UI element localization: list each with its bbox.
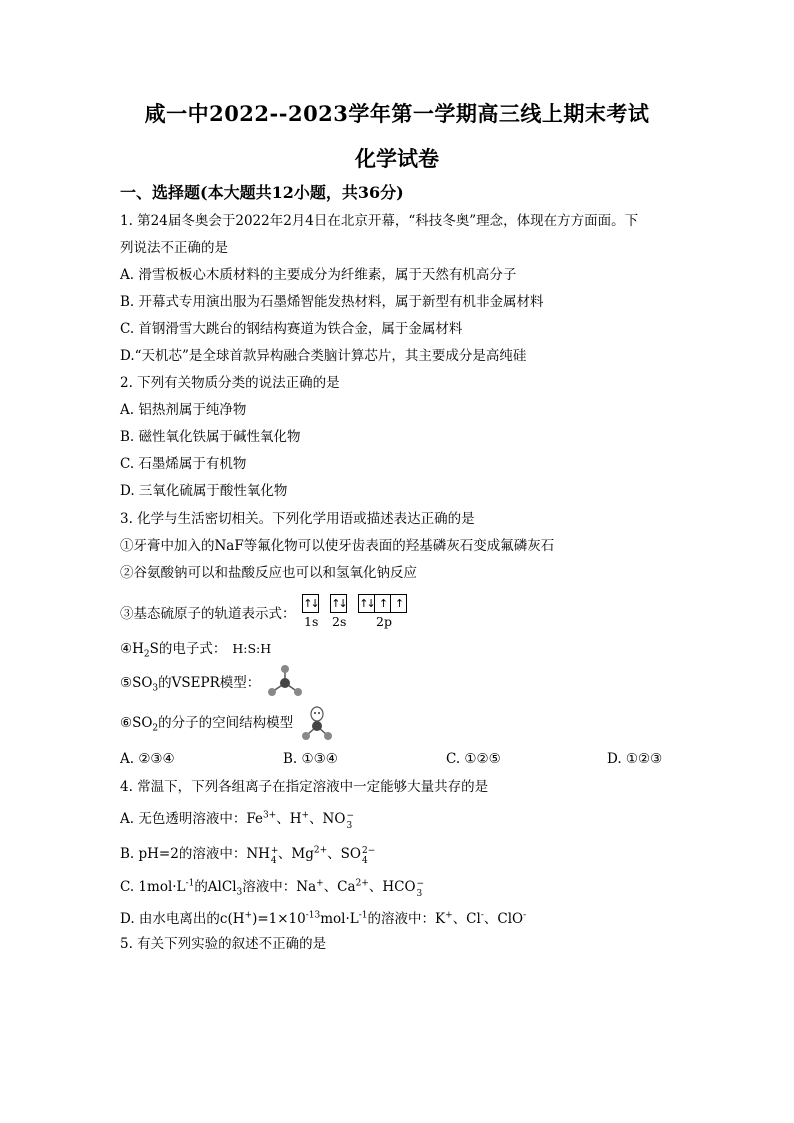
text: 、HCO: [368, 879, 416, 895]
text: mol·L: [320, 911, 359, 927]
text: )=1×10: [252, 911, 306, 927]
orbital-label-1s: 1s: [304, 614, 319, 629]
q2-option-b: B. 磁性氧化铁属于碱性氧化物: [120, 429, 301, 445]
q2-option-a: A. 铝热剂属于纯净物: [120, 402, 247, 418]
q1-option-c: C. 首钢滑雪大跳台的钢结构赛道为铁合金，属于金属材料: [120, 321, 463, 337]
q3-stem: 3. 化学与生活密切相关。下列化学用语或描述表达正确的是: [120, 511, 475, 527]
superscript: 3+: [262, 810, 277, 821]
superscript: -13: [305, 910, 321, 921]
q4-option-b: [120, 845, 376, 866]
q1-stem-line2: 列说法不正确的是: [120, 240, 228, 256]
orbital-box: ↑: [374, 594, 391, 613]
q4-option-d: [120, 910, 526, 928]
subscript: 2: [152, 723, 159, 734]
h2s-electron-formula: H:S:H: [232, 641, 272, 656]
subscript: 3: [152, 683, 159, 694]
orbital-box: ↑↓: [302, 594, 319, 613]
q3-choice-c: C. ①②⑤: [446, 751, 501, 767]
q2-option-c: C. 石墨烯属于有机物: [120, 456, 247, 472]
text: 、Mg: [277, 846, 314, 862]
text: ⑤SO: [120, 675, 153, 691]
text: 的分子的空间结构模型: [158, 715, 294, 731]
q3-statement-3-label: ③基态硫原子的轨道表示式：: [120, 606, 296, 622]
superscript: -1: [358, 910, 368, 921]
text: 、Cl: [452, 911, 481, 927]
text: ④H: [120, 641, 144, 657]
superscript: 2+: [355, 878, 369, 889]
text: D. 由水电离出的c(H: [120, 911, 245, 927]
superscript: +: [316, 878, 324, 889]
orbital-box: ↑: [390, 594, 407, 613]
text: 的VSEPR模型：: [158, 675, 261, 691]
q4-option-a: [120, 810, 354, 831]
text: 的溶液中：K: [367, 911, 446, 927]
q4-stem: 4. 常温下，下列各组离子在指定溶液中一定能够大量共存的是: [120, 779, 489, 795]
text: ⑥SO: [120, 715, 153, 731]
ion-charge-stack: − 3: [346, 810, 354, 831]
q4-option-c: [120, 878, 425, 899]
q1-option-b: B. 开幕式专用演出服为石墨烯智能发热材料，属于新型有机非金属材料: [120, 294, 544, 310]
q3-statement-1: ①牙膏中加入的NaF等氟化物可以使牙齿表面的羟基磷灰石变成氟磷灰石: [120, 538, 555, 554]
orbital-box: ↑↓: [358, 594, 375, 613]
orbital-box: ↑↓: [330, 594, 347, 613]
orbital-2s: [330, 594, 346, 613]
text: 、NO: [309, 811, 346, 827]
ion-charge-stack: 2− 4: [361, 845, 376, 866]
q1-stem-line1: 1. 第24届冬奥会于2022年2月4日在北京开幕，“科技冬奥”理念，体现在方方面面。下: [120, 213, 639, 229]
superscript: +: [244, 910, 253, 921]
q3-statement-5: [120, 674, 260, 692]
q3-choice-b: B. ①③④: [283, 751, 338, 767]
q2-stem: 2. 下列有关物质分类的说法正确的是: [120, 375, 340, 391]
so3-vsepr-model-icon: [265, 664, 305, 700]
q2-option-d: D. 三氧化硫属于酸性氧化物: [120, 483, 288, 499]
ion-charge-stack: + 4: [270, 845, 279, 866]
superscript: -: [480, 910, 484, 921]
orbital-2p: [358, 594, 406, 613]
exam-subtitle: 化学试卷: [355, 146, 439, 171]
text: 、H: [276, 811, 302, 827]
so2-molecular-model-icon: [298, 706, 338, 742]
superscript: -: [523, 910, 527, 921]
superscript: +: [445, 910, 453, 921]
q3-statement-2: ②谷氨酸钠可以和盐酸反应也可以和氢氧化钠反应: [120, 565, 417, 581]
orbital-label-2p: 2p: [376, 614, 392, 629]
subscript: 2: [143, 649, 150, 660]
text: 、ClO: [483, 911, 524, 927]
superscript: -1: [185, 878, 195, 889]
orbital-1s: [302, 594, 318, 613]
text: A. 无色透明溶液中：Fe: [120, 811, 263, 827]
superscript: +: [301, 810, 310, 821]
text: C. 1mol·L: [120, 879, 186, 895]
text: B. pH=2的溶液中：NH: [120, 846, 270, 862]
text: 、Ca: [323, 879, 356, 895]
subscript: 3: [236, 887, 243, 898]
q3-statement-4: [120, 640, 271, 658]
q1-option-d: D.“天机芯”是全球首款异构融合类脑计算芯片，其主要成分是高纯硅: [120, 348, 527, 364]
text: 的AlCl: [194, 879, 237, 895]
exam-title: 咸一中2022--2023学年第一学期高三线上期末考试: [144, 101, 650, 126]
section-heading: 一、选择题(本大题共12小题，共36分): [120, 183, 404, 202]
q3-choice-a: A. ②③④: [120, 751, 175, 767]
q3-choice-d: D. ①②③: [607, 751, 663, 767]
superscript: 2+: [313, 845, 328, 856]
q3-statement-6: [120, 714, 293, 732]
text: 溶液中：Na: [242, 879, 317, 895]
text: S的电子式：: [149, 641, 227, 657]
q5-stem: 5. 有关下列实验的叙述不正确的是: [120, 936, 327, 952]
ion-charge-stack: − 3: [416, 878, 425, 899]
q1-option-a: A. 滑雪板板心木质材料的主要成分为纤维素，属于天然有机高分子: [120, 267, 517, 283]
text: 、SO: [327, 846, 361, 862]
orbital-label-2s: 2s: [332, 614, 347, 629]
